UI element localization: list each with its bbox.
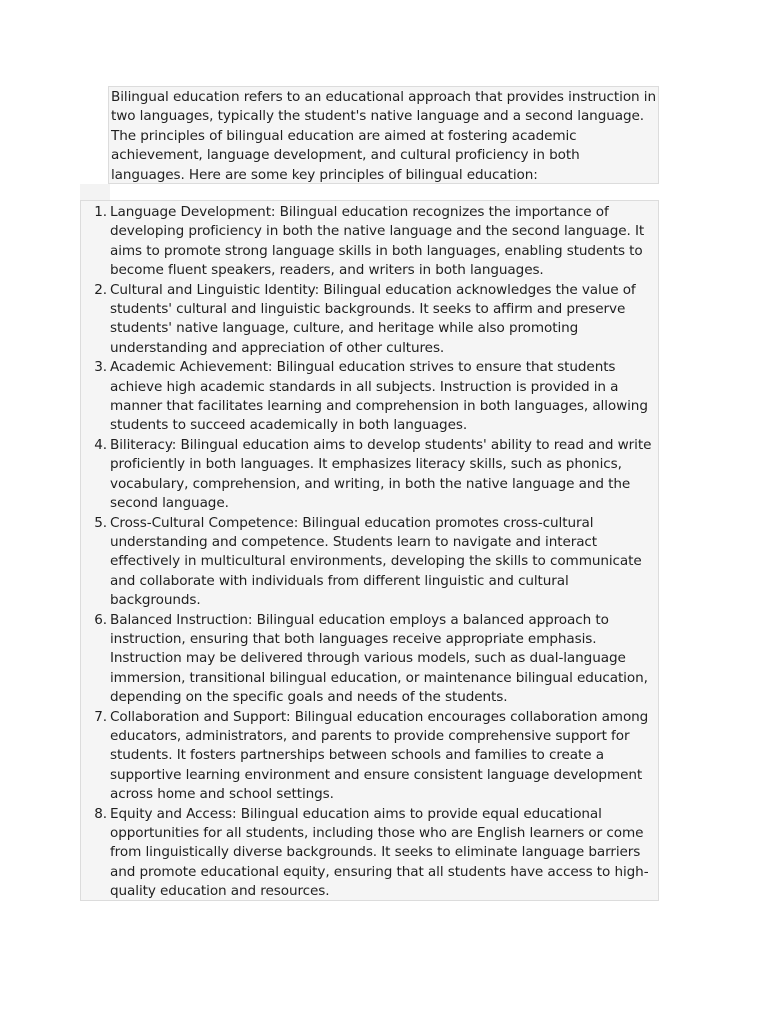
list-item-number: 1. [94, 204, 107, 220]
list-item-number: 7. [94, 708, 107, 725]
list-item [81, 514, 658, 611]
section-divider [80, 184, 110, 200]
list-item [81, 281, 658, 359]
list-item-text: Academic Achievement: Bilingual education strives to ensure that students achieve high academic standards in all subjects. Instruction is provided in a manner that facilitates learning and comprehension in both languages, allowing students to succeed academically in both languages. [110, 359, 648, 434]
list-item-number: 4. [94, 436, 107, 453]
list-item-text: Balanced Instruction: Bilingual education employs a balanced approach to instruction, ensuring that both languages receive appropriate emphasis. Instruction may be delivered through various models, such as dual-language immersion, transitional bilingual education, or maintenance bilingual education, depending on the specific goals and needs of the students. [110, 611, 648, 706]
list-item [81, 805, 658, 902]
list-item-text: Biliteracy: Bilingual education aims to develop students' ability to read and write proficiently in both languages. It emphasizes literacy skills, such as phonics, vocabulary, comprehension, and writing, in both the native language and the second language. [110, 436, 652, 512]
list-item-number: 3. [94, 359, 107, 376]
principles-list-box [80, 200, 659, 901]
intro-paragraph-box [108, 86, 659, 184]
list-item-text: Language Development: Bilingual education recognizes the importance of developing proficiency in both the native language and the second language. It aims to promote strong language skills in both languages, enabling students to become fluent speakers, readers, and writers in both languages. [110, 204, 645, 279]
list-item-text: Collaboration and Support: Bilingual education encourages collaboration among educators, administrators, and parents to provide comprehensive support for students. It fosters partnerships between schools and families to create a supportive learning environment and ensure consistent language development across home and school settings. [110, 708, 649, 803]
list-item-number: 8. [94, 805, 107, 822]
list-item [81, 436, 658, 514]
list-item-number: 5. [94, 514, 107, 531]
list-item [81, 708, 658, 805]
principles-list [81, 203, 658, 902]
list-item-text: Equity and Access: Bilingual education aims to provide equal educational opportunities for all students, including those who are English learners or come from linguistically diverse backgrounds. It seeks to eliminate language barriers and promote educational equity, ensuring that all students have access to high-quality education and resources. [110, 805, 649, 900]
list-item-number: 6. [94, 611, 107, 628]
list-item-text: Cultural and Linguistic Identity: Bilingual education acknowledges the value of students' cultural and linguistic backgrounds. It seeks to affirm and preserve students' native language, culture, and heritage while also promoting understanding and appreciation of other cultures. [110, 281, 636, 356]
list-item [81, 611, 658, 708]
list-item [81, 203, 658, 281]
list-item-number: 2. [94, 281, 107, 298]
list-item-text: Cross-Cultural Competence: Bilingual education promotes cross-cultural understanding and competence. Students learn to navigate and interact effectively in multicultural environments, developing the skills to communicate and collaborate with individuals from different linguistic and cultural backgrounds. [110, 514, 642, 609]
list-item [81, 358, 658, 436]
intro-paragraph: Bilingual education refers to an educational approach that provides instruction in two languages, typically the student's native language and a second language. The principles of bilingual education are aimed at fostering academic achievement, language development, and cultural proficiency in both languages. Here are some key principles of bilingual education: [111, 89, 656, 183]
